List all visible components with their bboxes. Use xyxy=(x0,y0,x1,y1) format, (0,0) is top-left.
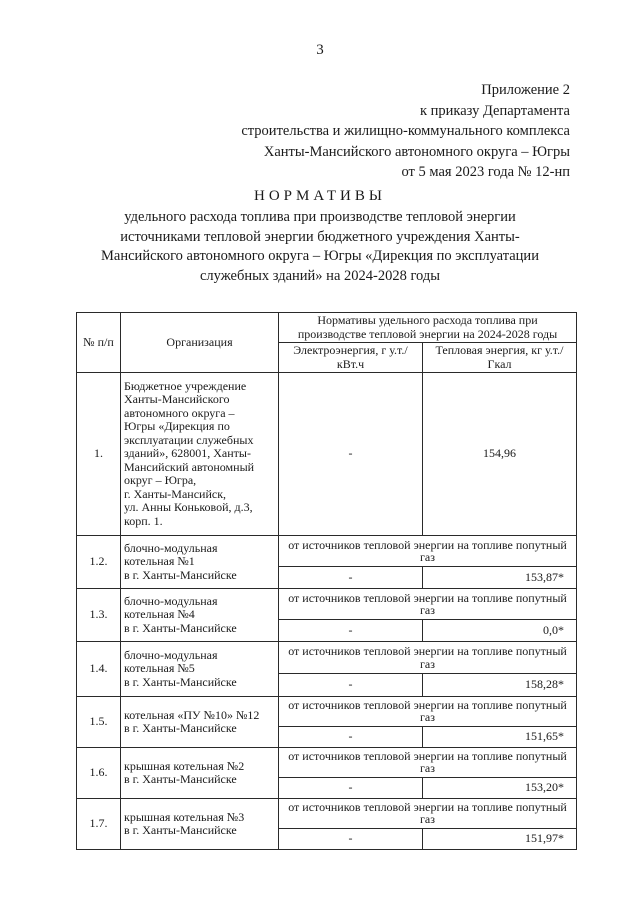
subtitle-line: служебных зданий» на 2024-2028 годы xyxy=(200,267,440,284)
subtitle-line: источниками тепловой энергии бюджетного учреждения Ханты- xyxy=(120,228,520,245)
row-fuel-source: от источников тепловой энергии на топливе попутный газ xyxy=(279,697,577,727)
row-electric: - xyxy=(279,674,423,697)
header-heat: Тепловая энергия, кг у.т./Гкал xyxy=(423,343,577,373)
row-number: 1.4. xyxy=(77,642,121,697)
row-fuel-source: от источников тепловой энергии на топливе попутный газ xyxy=(279,748,577,778)
appendix-line: от 5 мая 2023 года № 12-нп xyxy=(401,164,570,180)
row-organization: блочно-модульная котельная №4 в г. Ханты-Мансийске xyxy=(121,589,279,642)
row-number: 1.7. xyxy=(77,799,121,850)
row-number: 1.5. xyxy=(77,697,121,748)
table-row xyxy=(77,589,577,620)
row-heat: 153,20* xyxy=(423,777,577,798)
header-num: № п/п xyxy=(77,313,121,373)
appendix-line: Приложение 2 xyxy=(481,82,570,98)
table-row xyxy=(77,373,577,536)
row-organization: котельная «ПУ №10» №12 в г. Ханты-Мансийске xyxy=(121,697,279,748)
document-title: НОРМАТИВЫ xyxy=(254,188,386,204)
row-number: 1.3. xyxy=(77,589,121,642)
row-electric: - xyxy=(279,828,423,849)
row-heat: 151,65* xyxy=(423,726,577,747)
row-organization: Бюджетное учреждение Ханты-Мансийского автономного округа – Югры «Дирекция по эксплуатации служебных зданий», 628001, Ханты- Мансийский автономный округ – Югра, г. Ханты-Мансийск, ул. Анны Коньковой, д.3, корп. 1. xyxy=(121,373,279,536)
appendix-line: строительства и жилищно-коммунального комплекса xyxy=(241,123,570,139)
row-organization: крышная котельная №2 в г. Ханты-Мансийске xyxy=(121,748,279,799)
row-heat: 0,0* xyxy=(423,620,577,642)
appendix-line: Ханты-Мансийского автономного округа – Югры xyxy=(263,143,570,160)
row-electric: - xyxy=(279,620,423,642)
row-fuel-source: от источников тепловой энергии на топливе попутный газ xyxy=(279,536,577,567)
row-organization: крышная котельная №3 в г. Ханты-Мансийске xyxy=(121,799,279,850)
row-fuel-source: от источников тепловой энергии на топливе попутный газ xyxy=(279,642,577,674)
row-fuel-source: от источников тепловой энергии на топливе попутный газ xyxy=(279,799,577,829)
subtitle-line: Мансийского автономного округа – Югры «Дирекция по эксплуатации xyxy=(101,248,539,264)
row-heat: 151,97* xyxy=(423,828,577,849)
table-row xyxy=(77,748,577,778)
norms-table xyxy=(76,312,577,850)
row-fuel-source: от источников тепловой энергии на топливе попутный газ xyxy=(279,589,577,620)
row-heat: 158,28* xyxy=(423,674,577,697)
row-electric: - xyxy=(279,777,423,798)
table-row xyxy=(77,799,577,829)
header-norms: Нормативы удельного расхода топлива при производстве тепловой энергии на 2024-2028 годы xyxy=(279,313,577,343)
row-electric: - xyxy=(279,567,423,589)
header-electric: Электроэнергия, г у.т./кВт.ч xyxy=(279,343,423,373)
row-organization: блочно-модульная котельная №1 в г. Ханты-Мансийске xyxy=(121,536,279,589)
row-number: 1.6. xyxy=(77,748,121,799)
row-number: 1.2. xyxy=(77,536,121,589)
row-number: 1. xyxy=(77,373,121,536)
table-row xyxy=(77,642,577,674)
row-electric: - xyxy=(279,373,423,536)
row-heat: 154,96 xyxy=(423,373,577,536)
page-number: 3 xyxy=(316,42,324,58)
row-heat: 153,87* xyxy=(423,567,577,589)
appendix-line: к приказу Департамента xyxy=(419,102,570,119)
table-row xyxy=(77,697,577,727)
appendix-block xyxy=(241,80,570,183)
table-row xyxy=(77,536,577,567)
row-organization: блочно-модульная котельная №5 в г. Ханты-Мансийске xyxy=(121,642,279,697)
header-org: Организация xyxy=(121,313,279,373)
subtitle-line: удельного расхода топлива при производстве тепловой энергии xyxy=(124,209,516,225)
row-electric: - xyxy=(279,726,423,747)
document-subtitle xyxy=(80,208,560,286)
